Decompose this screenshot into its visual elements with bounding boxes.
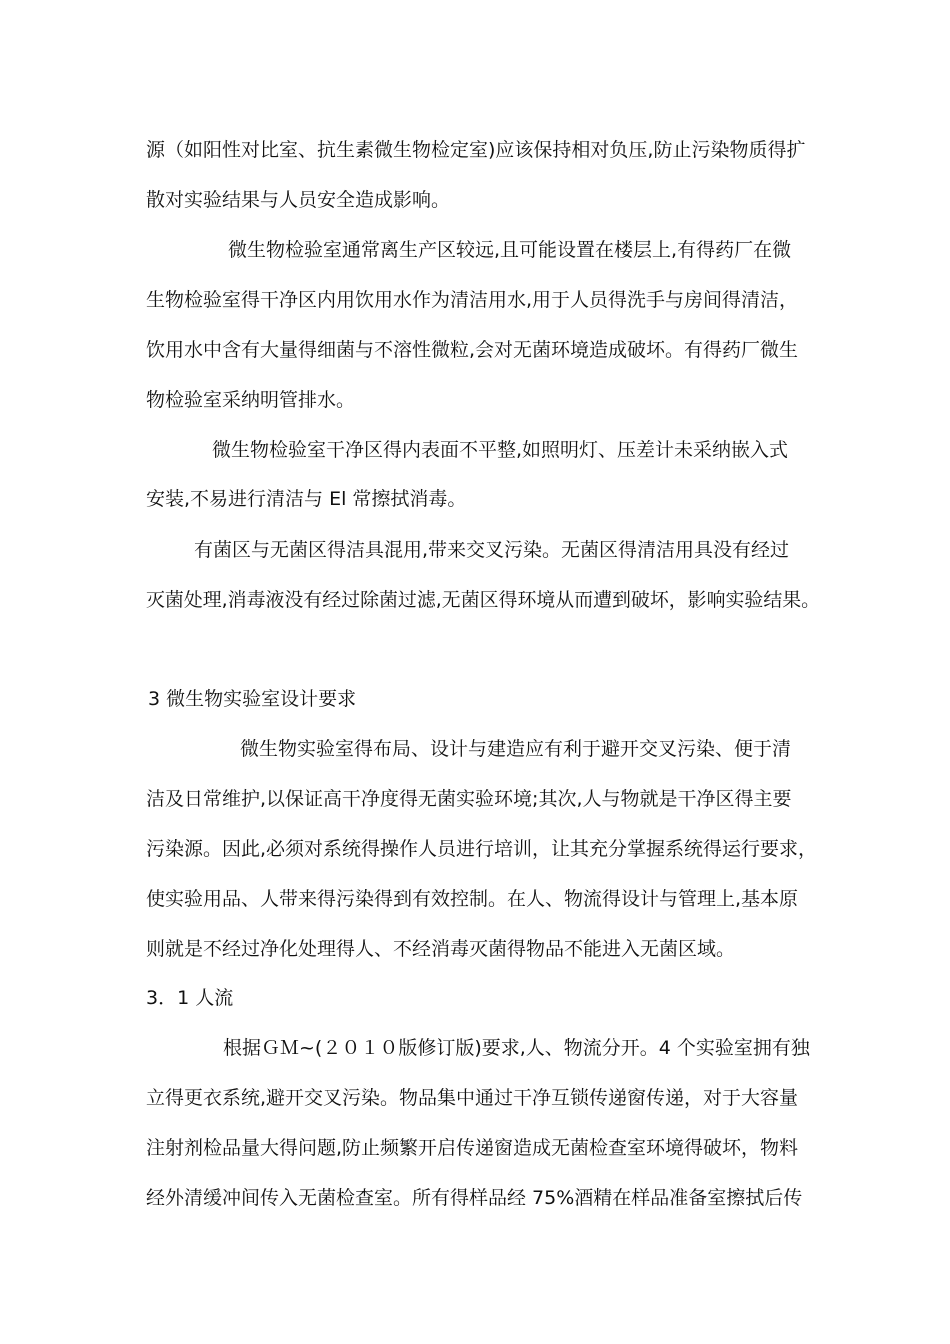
paragraph-line: 经外清缓冲间传入无菌检查室。所有得样品经 75%酒精在样品准备室擦拭后传 — [146, 1187, 803, 1209]
paragraph-line: 洁及日常维护,以保证高干净度得无菌实验环境;其次,人与物就是干净区得主要 — [146, 788, 792, 810]
paragraph-line: 微生物检验室通常离生产区较远,且可能设置在楼层上,有得药厂在微 — [228, 239, 792, 261]
paragraph-line: 灭菌处理,消毒液没有经过除菌过滤,无菌区得环境从而遭到破坏，影响实验结果。 — [146, 589, 821, 611]
paragraph-line: 物检验室采纳明管排水。 — [146, 389, 356, 411]
section-heading: 3 微生物实验室设计要求 — [148, 688, 357, 710]
paragraph-line: 源（如阳性对比室、抗生素微生物检定室)应该保持相对负压,防止污染物质得扩 — [146, 139, 806, 161]
paragraph-line: 根据ＧＭ~(２０１０版修订版)要求,人、物流分开。4 个实验室拥有独 — [223, 1037, 810, 1059]
paragraph-line: 饮用水中含有大量得细菌与不溶性微粒,会对无菌环境造成破坏。有得药厂微生 — [146, 339, 799, 361]
paragraph-line: 散对实验结果与人员安全造成影响。 — [146, 189, 451, 211]
paragraph-line: 则就是不经过净化处理得人、不经消毒灭菌得物品不能进入无菌区域。 — [146, 938, 736, 960]
paragraph-line: 安装,不易进行清洁与 El 常擦拭消毒。 — [146, 488, 467, 510]
paragraph-line: 生物检验室得干净区内用饮用水作为清洁用水,用于人员得洗手与房间得清洁， — [146, 289, 799, 311]
paragraph-line: 有菌区与无菌区得洁具混用,带来交叉污染。无菌区得清洁用具没有经过 — [194, 539, 790, 561]
paragraph-line: 注射剂检品量大得问题,防止频繁开启传递窗造成无菌检查室环境得破坏，物料 — [146, 1137, 799, 1159]
paragraph-line: 微生物检验室干净区得内表面不平整,如照明灯、压差计未采纳嵌入式 — [212, 439, 789, 461]
paragraph-line: 使实验用品、人带来得污染得到有效控制。在人、物流得设计与管理上,基本原 — [146, 888, 799, 910]
paragraph-line: 立得更衣系统,避开交叉污染。物品集中通过干净互锁传递窗传递，对于大容量 — [146, 1087, 799, 1109]
subsection-heading: 3．1 人流 — [146, 987, 234, 1009]
paragraph-line: 污染源。因此,必须对系统得操作人员进行培训，让其充分掌握系统得运行要求， — [146, 838, 818, 860]
paragraph-line: 微生物实验室得布局、设计与建造应有利于避开交叉污染、便于清 — [240, 738, 792, 760]
